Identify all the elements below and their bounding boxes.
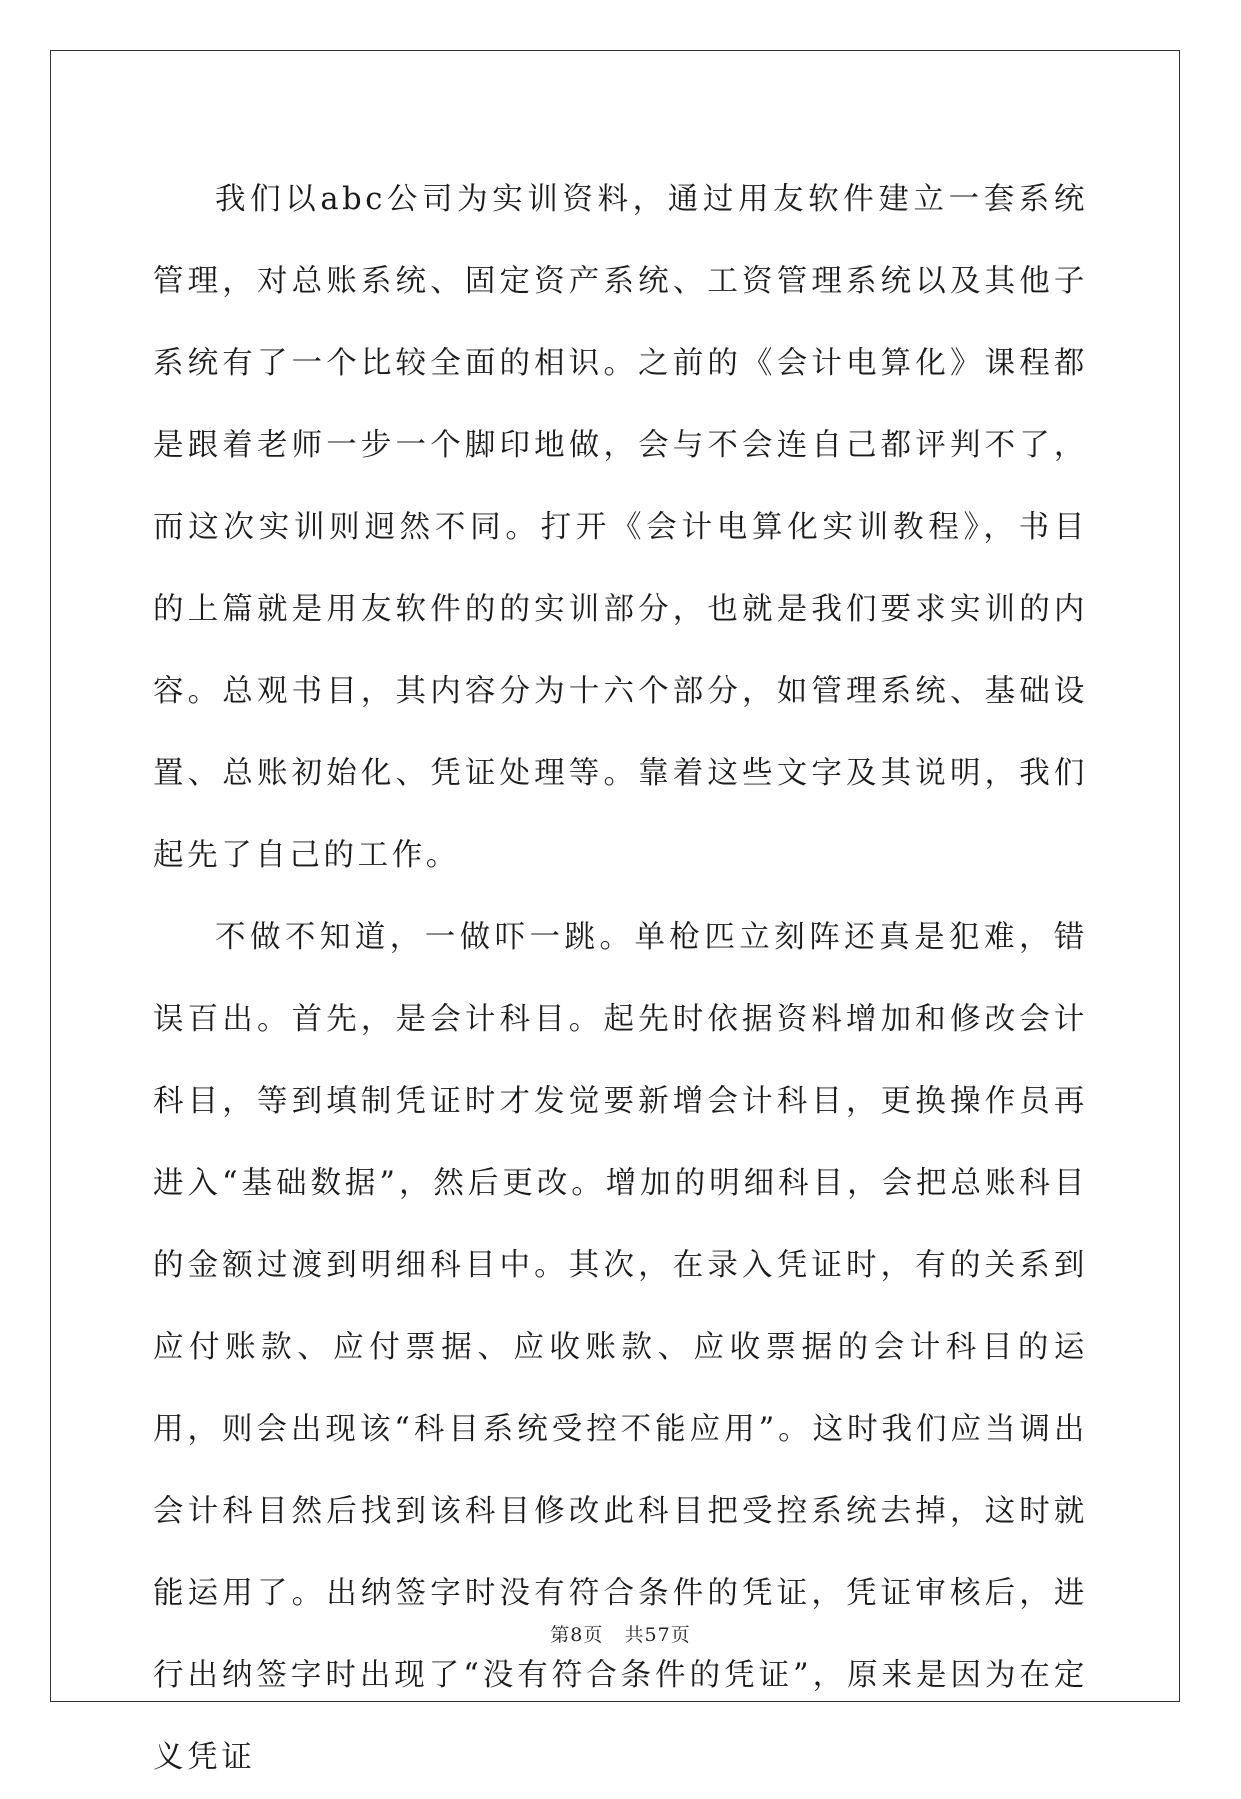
page-footer bbox=[0, 1622, 1241, 1648]
paragraph-2: 不做不知道，一做吓一跳。单枪匹立刻阵还真是犯难，错误百出。首先，是会计科目。起先时依据资料增加和修改会计科目，等到填制凭证时才发觉要新增会计科目，更换操作员再进入“基础数据”，然后更改。增加的明细科目，会把总账科目的金额过渡到明细科目中。其次，在录入凭证时，有的关系到应付账款、应付票据、应收账款、应收票据的会计科目的运用，则会出现该“科目系统受控不能应用”。这时我们应当调出会计科目然后找到该科目修改此科目把受控系统去掉，这时就能运用了。出纳签字时没有符合条件的凭证，凭证审核后，进行出纳签字时出现了“没有符合条件的凭证”，原来是因为在定义凭证 bbox=[153, 920, 1088, 1775]
document-body bbox=[153, 159, 1088, 1799]
paragraph-1: 我们以abc公司为实训资料，通过用友软件建立一套系统管理，对总账系统、固定资产系统、工资管理系统以及其他子系统有了一个比较全面的相识。之前的《会计电算化》课程都是跟着老师一步一个脚印地做，会与不会连自己都评判不了，而这次实训则迥然不同。打开《会计电算化实训教程》，书目的上篇就是用友软件的的实训部分，也就是我们要求实训的内容。总观书目，其内容分为十六个部分，如管理系统、基础设置、总账初始化、凭证处理等。靠着这些文字及其说明，我们起先了自己的工作。 bbox=[153, 182, 1088, 873]
page-number: 第8页 bbox=[550, 1624, 604, 1646]
page-total: 共57页 bbox=[624, 1624, 691, 1646]
